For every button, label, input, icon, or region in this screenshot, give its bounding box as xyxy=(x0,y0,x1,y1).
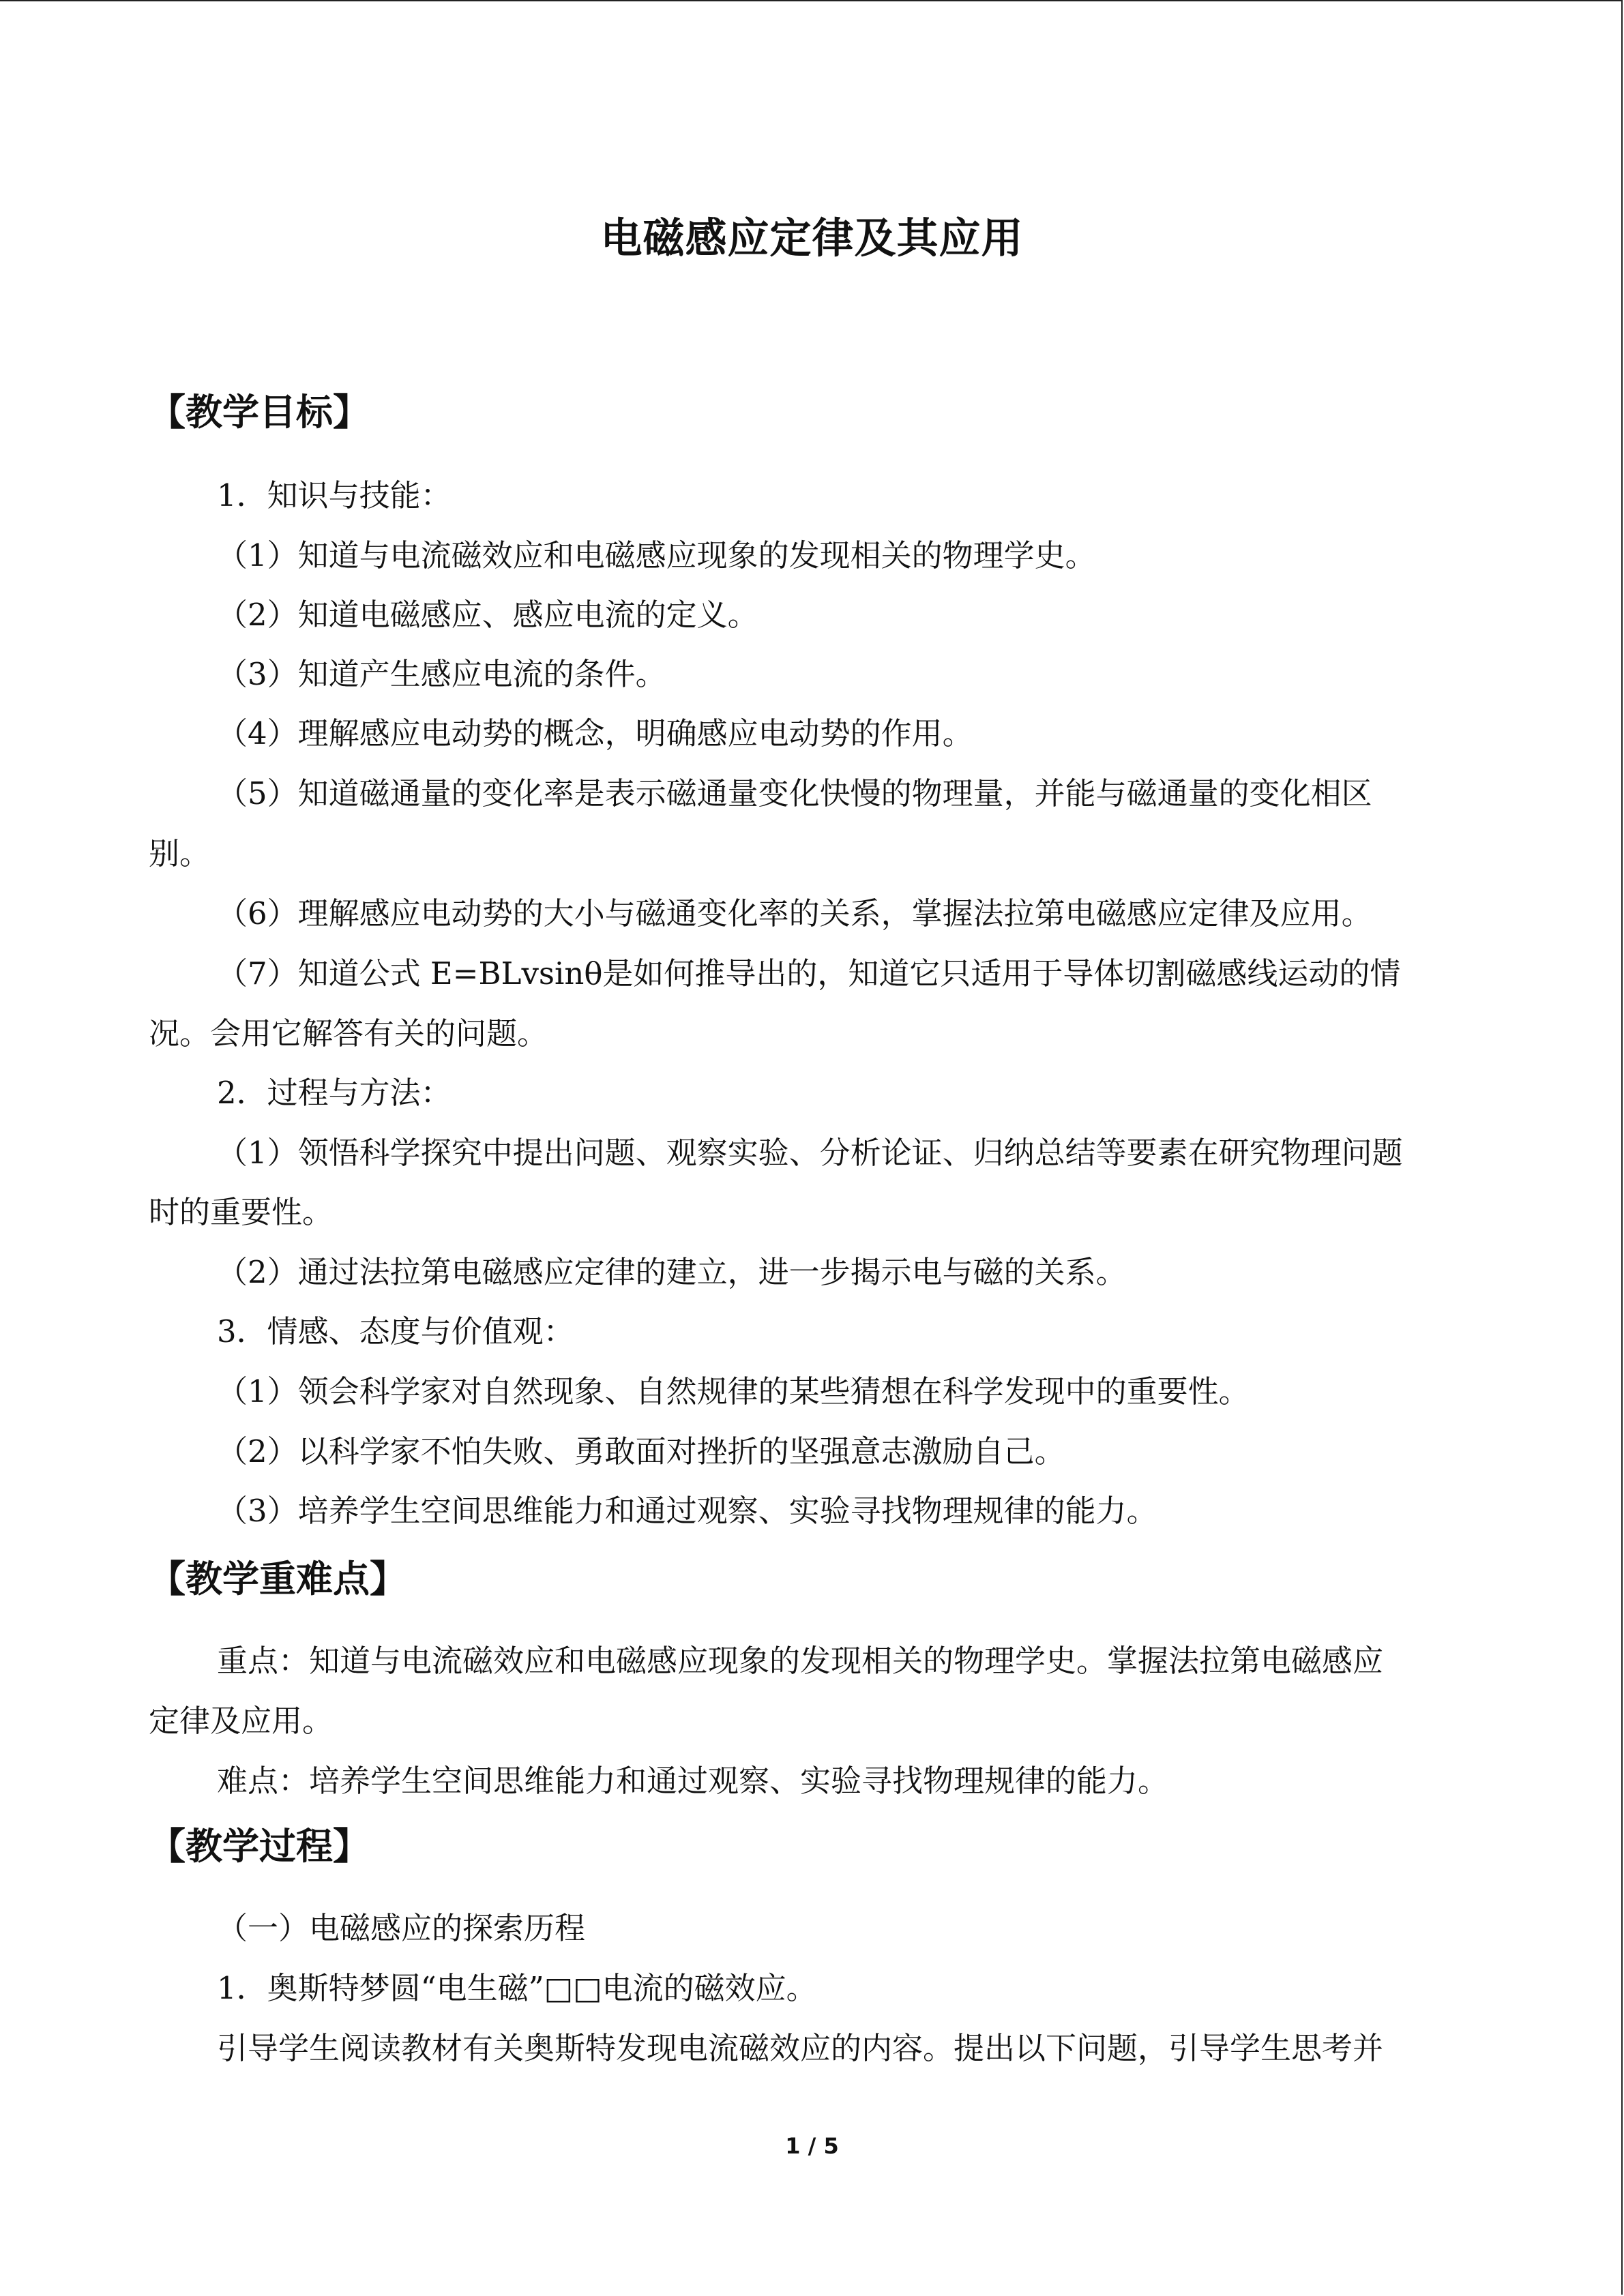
knowledge-item: （3）知道产生感应电流的条件。 xyxy=(217,656,666,692)
knowledge-item-continued: 别。 xyxy=(149,835,211,871)
process-line: 引导学生阅读教材有关奥斯特发现电流磁效应的内容。提出以下问题，引导学生思考并 xyxy=(217,2030,1384,2066)
key-point-line: 重点：知道与电流磁效应和电磁感应现象的发现相关的物理学史。掌握法拉第电磁感应 xyxy=(217,1643,1384,1679)
process-subheading: （一）电磁感应的探索历程 xyxy=(217,1910,586,1946)
knowledge-item: （2）知道电磁感应、感应电流的定义。 xyxy=(217,597,758,633)
process-item: （2）通过法拉第电磁感应定律的建立，进一步揭示电与磁的关系。 xyxy=(217,1254,1127,1290)
heading-process: 【教学过程】 xyxy=(149,1825,370,1868)
process-line: 1．奥斯特梦圆“电生磁”□□电流的磁效应。 xyxy=(217,1970,817,2006)
knowledge-item: （5）知道磁通量的变化率是表示磁通量变化快慢的物理量，并能与磁通量的变化相区 xyxy=(217,775,1372,811)
knowledge-item-continued: 况。会用它解答有关的问题。 xyxy=(149,1015,548,1052)
process-label: 2．过程与方法： xyxy=(217,1075,452,1111)
process-item: （1）领悟科学探究中提出问题、观察实验、分析论证、归纳总结等要素在研究物理问题 xyxy=(217,1135,1403,1171)
knowledge-label: 1．知识与技能： xyxy=(217,477,452,513)
difficulty-line: 难点：培养学生空间思维能力和通过观察、实验寻找物理规律的能力。 xyxy=(217,1763,1169,1799)
key-point-line-continued: 定律及应用。 xyxy=(149,1703,334,1739)
knowledge-item: （4）理解感应电动势的概念，明确感应电动势的作用。 xyxy=(217,715,973,751)
heading-key-points: 【教学重难点】 xyxy=(149,1557,407,1600)
knowledge-item: （6）理解感应电动势的大小与磁通变化率的关系，掌握法拉第电磁感应定律及应用。 xyxy=(217,895,1372,931)
attitude-item: （1）领会科学家对自然现象、自然规律的某些猜想在科学发现中的重要性。 xyxy=(217,1373,1250,1410)
attitude-item: （3）培养学生空间思维能力和通过观察、实验寻找物理规律的能力。 xyxy=(217,1493,1157,1529)
process-item-continued: 时的重要性。 xyxy=(149,1194,334,1230)
knowledge-item: （1）知道与电流磁效应和电磁感应现象的发现相关的物理学史。 xyxy=(217,537,1096,573)
document-title: 电磁感应定律及其应用 xyxy=(600,214,1024,263)
knowledge-item: （7）知道公式 E=BLvsinθ是如何推导出的，知道它只适用于导体切割磁感线运动的情 xyxy=(217,955,1401,992)
attitude-label: 3．情感、态度与价值观： xyxy=(217,1313,574,1350)
attitude-item: （2）以科学家不怕失败、勇敢面对挫折的坚强意志激励自己。 xyxy=(217,1433,1065,1470)
page-number: 1 / 5 xyxy=(785,2133,839,2159)
heading-objectives: 【教学目标】 xyxy=(149,391,370,434)
